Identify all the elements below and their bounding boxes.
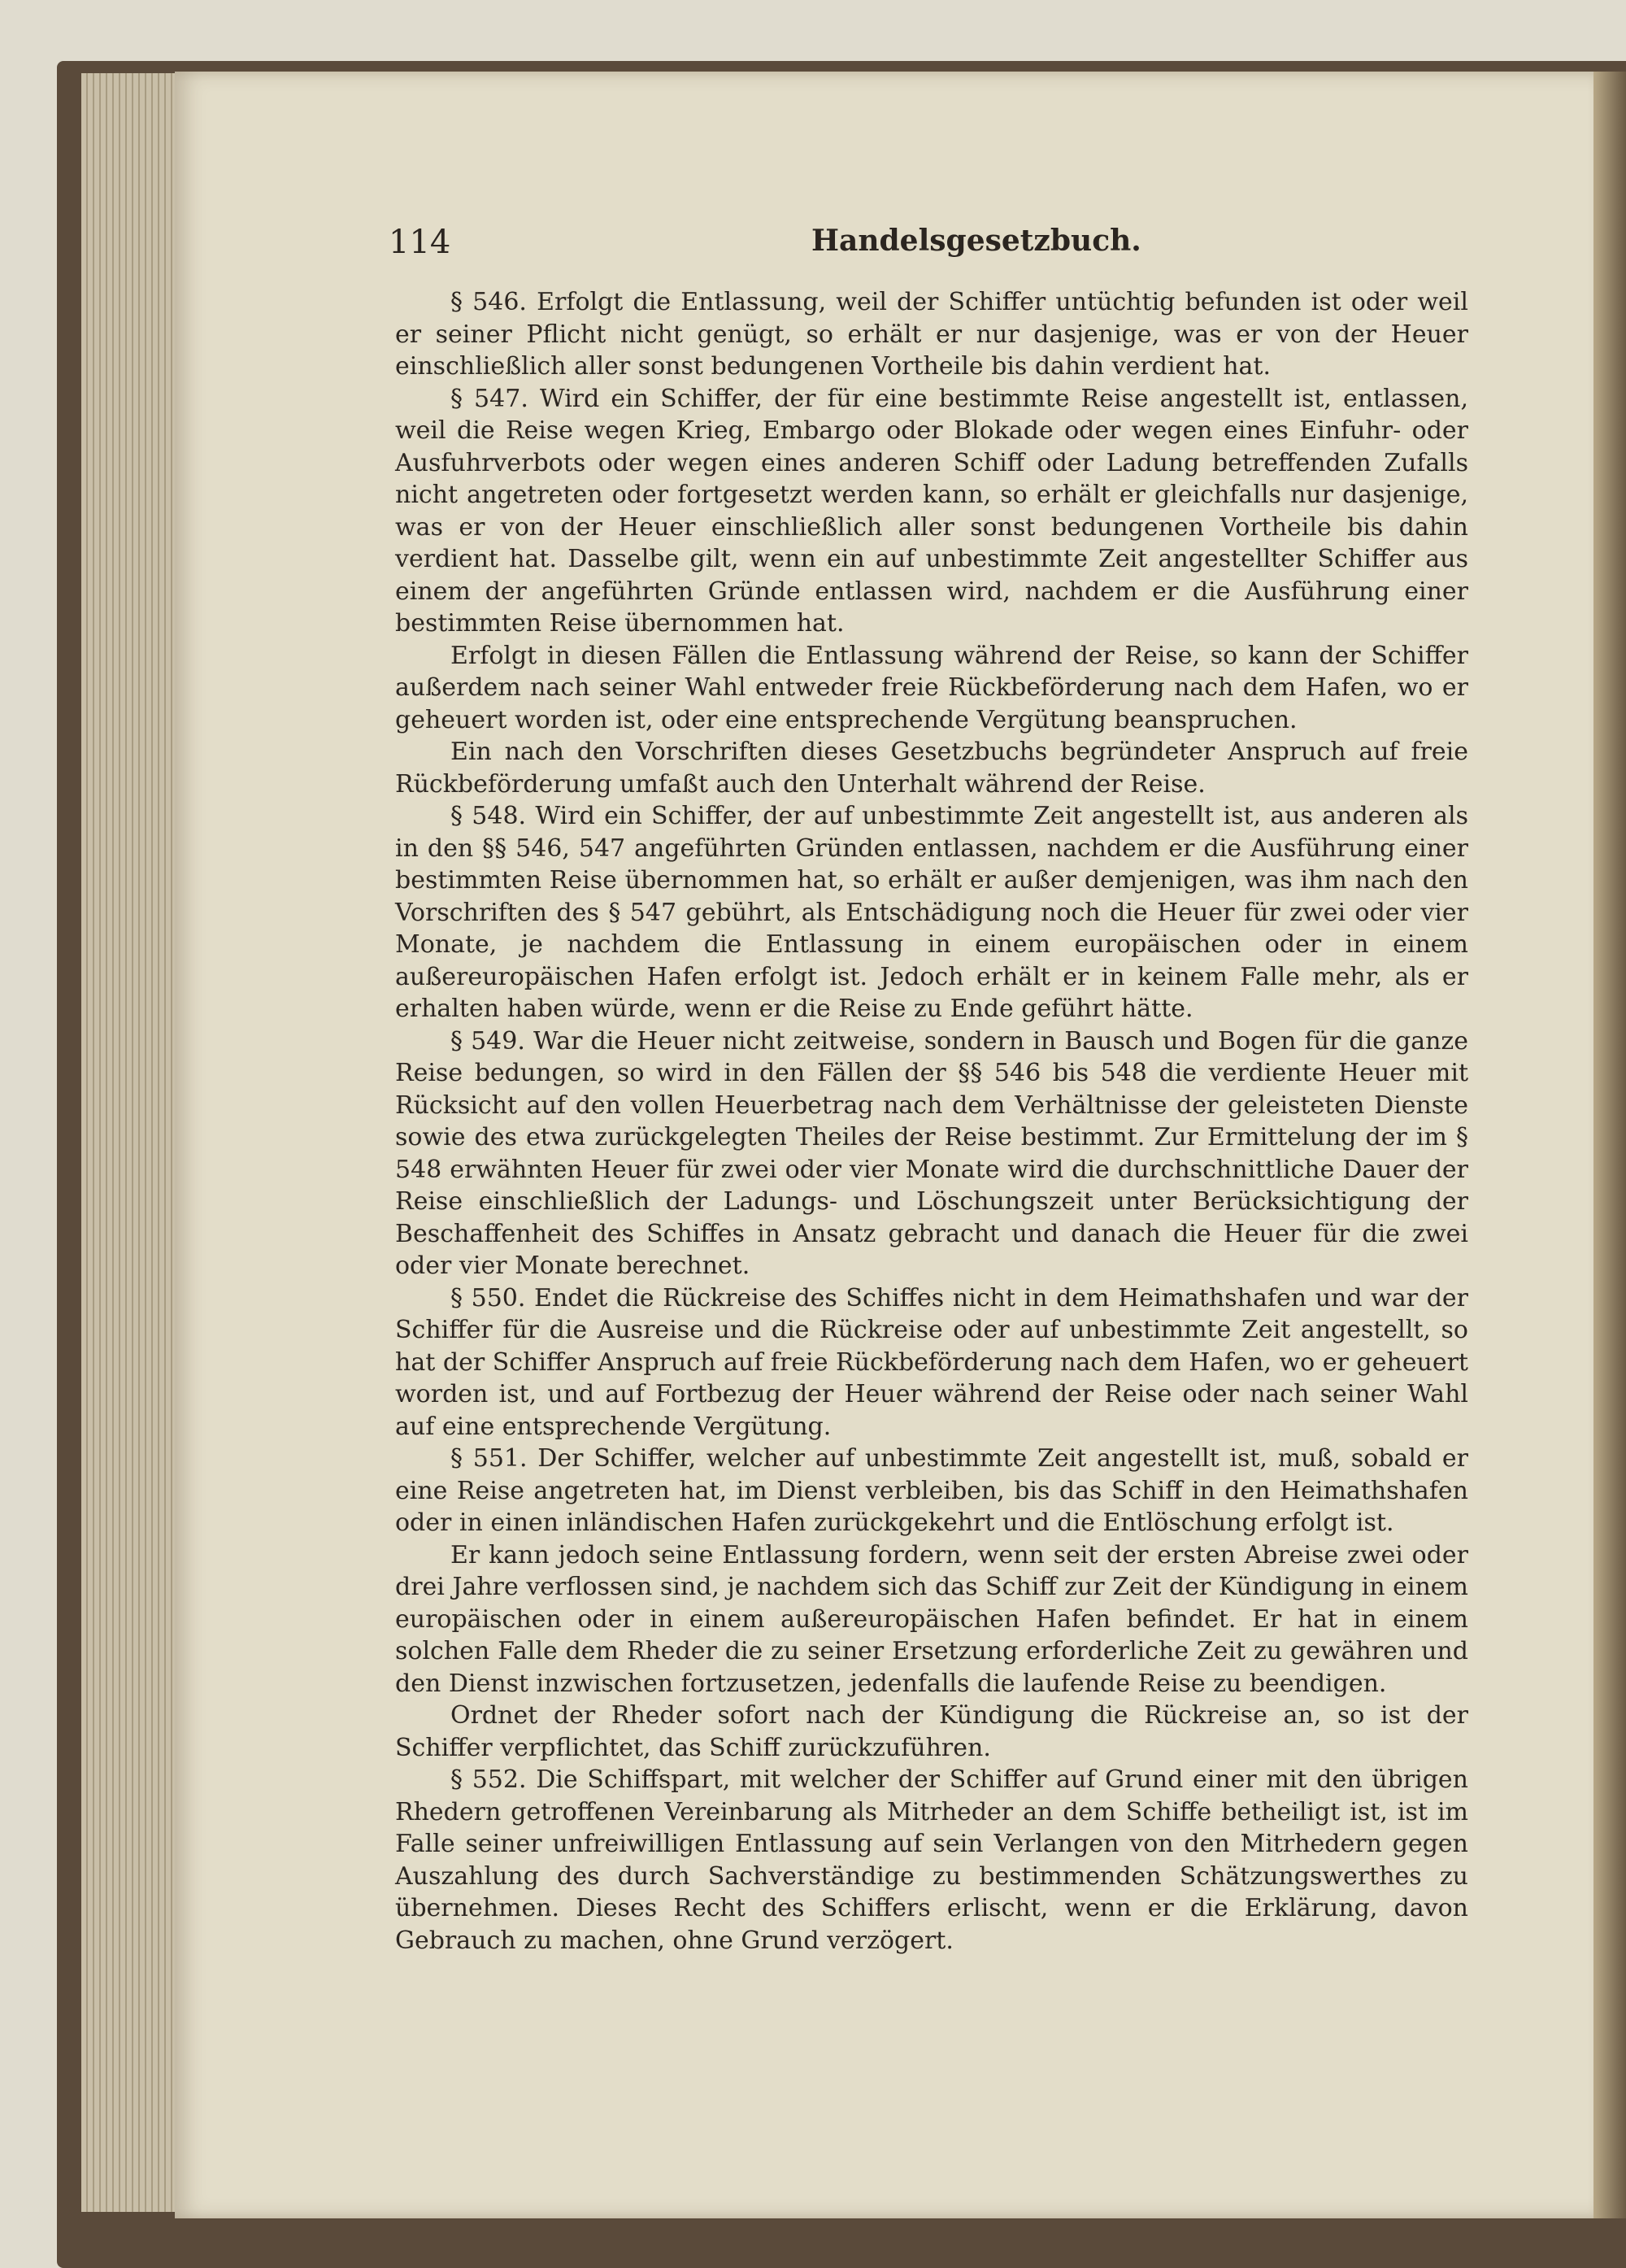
paragraph-547-3: Ein nach den Vorschriften dieses Gesetzbuchs begründeter Anspruch auf freie Rückbeförderung umfaßt auch den Unterhalt während der Reise.	[395, 738, 1468, 799]
paragraph-548: § 548. Wird ein Schiffer, der auf unbestimmte Zeit angestellt ist, aus anderen als in den §§ 546, 547 angeführten Gründen entlassen, nachdem er die Ausführung einer bestimmten Reise übernommen hat, so erhält er außer demjenigen, was ihm nach den Vorschriften des § 547 gebührt, als Entschädigung noch die Heuer für zwei oder vier Monate, je nachdem die Entlassung in einem europäischen oder in einem außereuropäischen Hafen erfolgt ist. Jedoch erhält er in keinem Falle mehr, als er erhalten haben würde, wenn er die Reise zu Ende geführt hätte.	[395, 802, 1468, 1023]
book-spine	[1593, 72, 1626, 2218]
paragraph-547: § 547. Wird ein Schiffer, der für eine bestimmte Reise angestellt ist, entlassen, weil die Reise wegen Krieg, Embargo oder Blokade oder wegen eines Einfuhr- oder Ausfuhrverbots oder wegen eines anderen Schiff oder Ladung betreffenden Zufalls nicht angetreten oder fortgesetzt werden kann, so erhält er gleichfalls nur dasjenige, was er von der Heuer einschließlich aller sonst bedungenen Vortheile bis dahin verdient hat. Dasselbe gilt, wenn ein auf unbestimmte Zeit angestellter Schiffer aus einem der angeführten Gründe entlassen wird, nachdem er die Ausführung einer bestimmten Reise übernommen hat.	[395, 384, 1468, 638]
paragraph-551-2: Er kann jedoch seine Entlassung fordern, wenn seit der ersten Abreise zwei oder drei Jahre verflossen sind, je nachdem sich das Schiff zur Zeit der Kündigung in einem europäischen oder in einem außereuropäischen Hafen befindet. Er hat in einem solchen Falle dem Rheder die zu seiner Ersetzung erforderliche Zeit zu gewähren und den Dienst inzwischen fortzusetzen, jedenfalls die laufende Reise zu beendigen.	[395, 1540, 1468, 1698]
paragraph-552: § 552. Die Schiffspart, mit welcher der Schiffer auf Grund einer mit den übrigen Rhedern getroffenen Vereinbarung als Mitrheder an dem Schiffe betheiligt ist, ist im Falle seiner unfreiwilligen Entlassung auf sein Verlangen von den Mitrhedern gegen Auszahlung des durch Sachverständige zu bestimmenden Schätzungswerthes zu übernehmen. Dieses Recht des Schiffers erlischt, wenn er die Erklärung, davon Gebrauch zu machen, ohne Grund verzögert.	[395, 1765, 1468, 1955]
paragraph-551: § 551. Der Schiffer, welcher auf unbestimmte Zeit angestellt ist, muß, sobald er eine Reise angetreten hat, im Dienst verbleiben, bis das Schiff in den Heimathshafen oder in einen inländischen Hafen zurückgekehrt und die Entlöschung erfolgt ist.	[395, 1444, 1468, 1537]
body-text	[395, 286, 1468, 1957]
paragraph-547-2: Erfolgt in diesen Fällen die Entlassung während der Reise, so kann der Schiffer außerdem nach seiner Wahl entweder freie Rückbeförderung nach dem Hafen, wo er geheuert worden ist, oder eine entsprechende Vergütung beanspruchen.	[395, 641, 1468, 734]
paragraph-551-3: Ordnet der Rheder sofort nach der Kündigung die Rückreise an, so ist der Schiffer verpflichtet, das Schiff zurückzuführen.	[395, 1701, 1468, 1762]
paragraph-550: § 550. Endet die Rückreise des Schiffes nicht in dem Heimathshafen und war der Schiffer für die Ausreise und die Rückreise oder auf unbestimmte Zeit angestellt, so hat der Schiffer Anspruch auf freie Rückbeförderung nach dem Hafen, wo er geheuert worden ist, und auf Fortbezug der Heuer während der Reise oder nach seiner Wahl auf eine entsprechende Vergütung.	[395, 1283, 1468, 1441]
page-header	[389, 224, 1470, 264]
page-number: 114	[389, 224, 451, 261]
running-title: Handelsgesetzbuch.	[811, 224, 1141, 258]
paragraph-549: § 549. War die Heuer nicht zeitweise, sondern in Bausch und Bogen für die ganze Reise bedungen, so wird in den Fällen der §§ 546 bis 548 die verdiente Heuer mit Rücksicht auf den vollen Heuerbetrag nach dem Verhältnisse der geleisteten Dienste sowie des etwa zurückgelegten Theiles der Reise bestimmt. Zur Ermittelung der im § 548 erwähnten Heuer für zwei oder vier Monate wird die durchschnittliche Dauer der Reise einschließlich der Ladungs- und Löschungszeit unter Berücksichtigung der Beschaffenheit des Schiffes in Ansatz gebracht und danach die Heuer für die zwei oder vier Monate berechnet.	[395, 1026, 1468, 1280]
paragraph-546: § 546. Erfolgt die Entlassung, weil der Schiffer untüchtig befunden ist oder weil er seiner Pflicht nicht genügt, so erhält er nur dasjenige, was er von der Heuer einschließlich aller sonst bedungenen Vortheile bis dahin verdient hat.	[395, 288, 1468, 381]
